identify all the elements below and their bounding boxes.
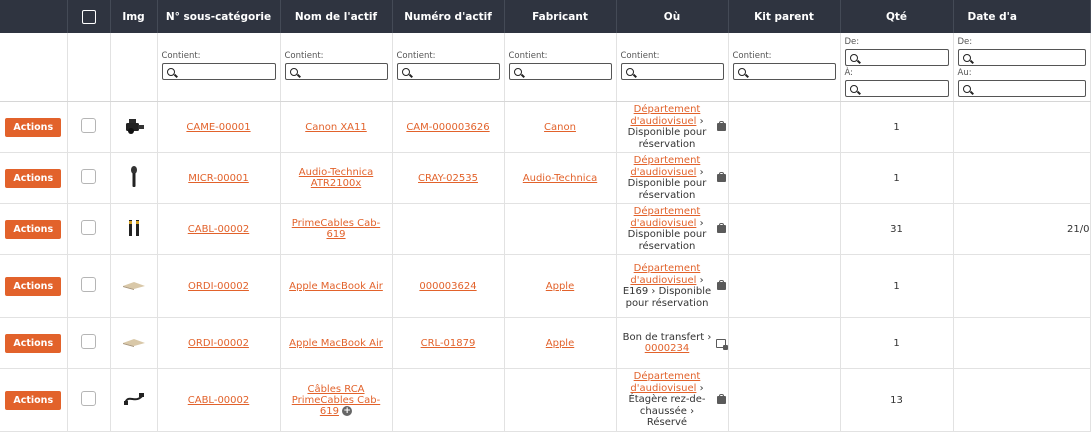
cell-nom xyxy=(280,153,392,204)
cell-select xyxy=(67,318,110,369)
cell-ou xyxy=(616,318,728,369)
cell-date xyxy=(953,318,1090,369)
rca-cable-icon[interactable] xyxy=(123,391,145,410)
cell-actions xyxy=(0,102,67,153)
cell-sous-categorie xyxy=(157,153,280,204)
cell-actions xyxy=(0,369,67,432)
row-checkbox[interactable] xyxy=(81,220,96,235)
filter-cell-ou xyxy=(616,33,728,102)
sous-categorie-link[interactable]: CABL-00002 xyxy=(187,394,250,406)
add-circle-icon[interactable]: + xyxy=(343,405,351,416)
location-icon[interactable] xyxy=(717,282,726,290)
ou-prefix: Bon de transfert xyxy=(622,331,705,343)
search-icon xyxy=(738,68,746,76)
header-date[interactable]: Date d'a xyxy=(953,0,1090,33)
location-sub: E169 xyxy=(622,286,649,297)
table-row xyxy=(0,102,1090,153)
filter-date-from-input[interactable] xyxy=(958,49,1086,66)
transfer-icon[interactable] xyxy=(716,339,726,348)
cell-numero xyxy=(392,102,504,153)
location-sub: Étagère rez-de-chaussée xyxy=(628,394,706,417)
asset-name-link[interactable]: Apple MacBook Air xyxy=(289,337,383,349)
filter-cell-qte xyxy=(840,33,953,102)
cell-nom xyxy=(280,102,392,153)
cable-icon[interactable] xyxy=(127,218,141,241)
search-icon xyxy=(626,68,634,76)
cell-select xyxy=(67,153,110,204)
row-checkbox[interactable] xyxy=(81,118,96,133)
cell-kit-parent xyxy=(728,102,840,153)
cell-img xyxy=(110,204,157,255)
filter-sous-categorie-input[interactable] xyxy=(162,63,276,80)
filter-fabricant-input[interactable] xyxy=(509,63,612,80)
manufacturer-link[interactable]: Audio-Technica xyxy=(522,172,598,184)
location-status: Disponible pour réservation xyxy=(627,229,707,252)
filter-label-a: À: xyxy=(844,68,854,78)
table-row xyxy=(0,153,1090,204)
location-path: Département d'audiovisuel › Disponible pour réservation xyxy=(621,104,724,150)
cell-sous-categorie xyxy=(157,369,280,432)
filter-cell-actions xyxy=(0,33,67,102)
location-link[interactable]: Département d'audiovisuel xyxy=(630,371,701,394)
cell-sous-categorie xyxy=(157,102,280,153)
actions-button[interactable]: Actions xyxy=(5,220,61,239)
cell-date xyxy=(953,369,1090,432)
sous-categorie-link[interactable]: ORDI-00002 xyxy=(188,280,249,292)
actions-button[interactable]: Actions xyxy=(5,334,61,353)
location-icon[interactable] xyxy=(717,174,726,182)
asset-number-link[interactable]: CRL-01879 xyxy=(420,337,476,349)
filter-numero-input[interactable] xyxy=(397,63,500,80)
cell-ou xyxy=(616,102,728,153)
cell-select xyxy=(67,102,110,153)
cell-kit-parent xyxy=(728,255,840,318)
cell-kit-parent xyxy=(728,369,840,432)
search-icon xyxy=(514,68,522,76)
location-link[interactable]: Département d'audiovisuel xyxy=(630,104,701,127)
asset-name-link[interactable]: Câbles RCA PrimeCables Cab-619 xyxy=(291,383,381,417)
cell-fabricant xyxy=(504,255,616,318)
cell-ou xyxy=(616,153,728,204)
cell-img xyxy=(110,153,157,204)
search-icon xyxy=(402,68,410,76)
asset-name-link[interactable]: PrimeCables Cab-619 xyxy=(291,218,381,240)
filter-cell-sous-categorie xyxy=(157,33,280,102)
table-row xyxy=(0,204,1090,255)
filter-date-to-input[interactable] xyxy=(958,80,1086,97)
location-icon[interactable] xyxy=(717,396,726,404)
laptop-icon[interactable] xyxy=(122,280,146,293)
cell-select xyxy=(67,369,110,432)
laptop-icon[interactable] xyxy=(122,337,146,350)
filter-label: Contient: xyxy=(396,51,436,61)
microphone-icon[interactable] xyxy=(129,166,139,191)
location-path: Département d'audiovisuel › Étagère rez-de-chaussée › Réservé xyxy=(621,371,724,429)
cell-qte: 13 xyxy=(840,369,953,432)
filter-cell-numero xyxy=(392,33,504,102)
location-path: Bon de transfert › 0000234 xyxy=(621,332,724,355)
row-checkbox[interactable] xyxy=(81,334,96,349)
cell-sous-categorie xyxy=(157,204,280,255)
cell-qte: 1 xyxy=(840,153,953,204)
actions-button[interactable]: Actions xyxy=(5,118,61,137)
location-icon[interactable] xyxy=(717,225,726,233)
asset-name-link[interactable]: Audio-Technica ATR2100x xyxy=(298,167,374,189)
header-qte[interactable]: Qté xyxy=(840,0,953,33)
filter-cell-select xyxy=(67,33,110,102)
cell-select xyxy=(67,255,110,318)
cell-date xyxy=(953,153,1090,204)
sous-categorie-link[interactable]: MICR-00001 xyxy=(188,172,249,184)
location-status: Disponible pour réservation xyxy=(625,286,712,309)
header-select-all[interactable] xyxy=(67,0,110,33)
camera-icon[interactable] xyxy=(123,117,145,138)
cell-sous-categorie xyxy=(157,318,280,369)
filter-cell-img xyxy=(110,33,157,102)
header-sous-categorie[interactable]: N° sous-catégorie xyxy=(157,0,280,33)
filter-label-au: Au: xyxy=(957,68,972,78)
header-fabricant[interactable]: Fabricant xyxy=(504,0,616,33)
cell-qte: 1 xyxy=(840,102,953,153)
filter-label: Contient: xyxy=(161,51,201,61)
cell-qte: 1 xyxy=(840,318,953,369)
filter-label: Contient: xyxy=(732,51,772,61)
location-status: Disponible pour réservation xyxy=(627,178,707,201)
location-status: Disponible pour réservation xyxy=(627,127,707,150)
filter-cell-nom xyxy=(280,33,392,102)
filter-label-de: De: xyxy=(844,37,860,47)
cell-actions xyxy=(0,204,67,255)
cell-qte: 31 xyxy=(840,204,953,255)
location-link[interactable]: Département d'audiovisuel xyxy=(630,155,701,178)
filter-ou-input[interactable] xyxy=(621,63,724,80)
manufacturer-link[interactable]: Canon xyxy=(544,121,576,133)
filter-label: Contient: xyxy=(508,51,548,61)
header-row xyxy=(0,0,1090,33)
filter-nom-input[interactable] xyxy=(285,63,388,80)
header-nom[interactable]: Nom de l'actif xyxy=(280,0,392,33)
sous-categorie-link[interactable]: CABL-00002 xyxy=(187,223,250,235)
cell-ou xyxy=(616,255,728,318)
cell-img xyxy=(110,102,157,153)
filter-qte-to-input[interactable] xyxy=(845,80,949,97)
cell-fabricant xyxy=(504,102,616,153)
row-checkbox[interactable] xyxy=(81,169,96,184)
row-checkbox[interactable] xyxy=(81,391,96,406)
table-row xyxy=(0,255,1090,318)
asset-number-link[interactable]: CRAY-02535 xyxy=(418,172,478,184)
cell-nom xyxy=(280,369,392,432)
table-row xyxy=(0,318,1090,369)
header-numero[interactable]: Numéro d'actif xyxy=(392,0,504,33)
location-status: Réservé xyxy=(646,417,688,429)
search-icon xyxy=(850,85,858,93)
filter-cell-kit xyxy=(728,33,840,102)
cell-date xyxy=(953,255,1090,318)
asset-number-link[interactable]: CAM-000003626 xyxy=(406,121,490,133)
cell-actions xyxy=(0,255,67,318)
filter-cell-fabricant xyxy=(504,33,616,102)
cell-numero xyxy=(392,153,504,204)
cell-img xyxy=(110,318,157,369)
cell-kit-parent xyxy=(728,318,840,369)
transfer-link[interactable]: 0000234 xyxy=(644,343,690,354)
asset-number-link[interactable]: 000003624 xyxy=(419,280,477,292)
cell-nom xyxy=(280,255,392,318)
location-path: Département d'audiovisuel › Disponible pour réservation xyxy=(621,206,724,252)
cell-date: 21/0 xyxy=(953,204,1090,255)
search-icon xyxy=(963,54,971,62)
filter-row xyxy=(0,33,1090,102)
location-icon[interactable] xyxy=(717,123,726,131)
cell-ou xyxy=(616,369,728,432)
search-icon xyxy=(850,54,858,62)
sous-categorie-link[interactable]: CAME-00001 xyxy=(186,121,251,133)
cell-img xyxy=(110,255,157,318)
filter-cell-date xyxy=(953,33,1090,102)
cell-ou xyxy=(616,204,728,255)
select-all-checkbox[interactable] xyxy=(82,10,96,24)
cell-nom xyxy=(280,318,392,369)
data-rows xyxy=(0,102,1090,432)
location-path: Département d'audiovisuel › E169 › Disponible pour réservation xyxy=(621,263,724,309)
filter-label-de: De: xyxy=(957,37,973,47)
search-icon xyxy=(963,85,971,93)
cell-nom xyxy=(280,204,392,255)
cell-kit-parent xyxy=(728,204,840,255)
sous-categorie-link[interactable]: ORDI-00002 xyxy=(188,337,249,349)
location-link[interactable]: Département d'audiovisuel xyxy=(630,206,701,229)
cell-img xyxy=(110,369,157,432)
cell-fabricant xyxy=(504,318,616,369)
cell-fabricant xyxy=(504,369,616,432)
search-icon xyxy=(167,68,175,76)
filter-label: Contient: xyxy=(284,51,324,61)
manufacturer-link[interactable]: Apple xyxy=(545,337,575,349)
cell-select xyxy=(67,204,110,255)
cell-actions xyxy=(0,153,67,204)
actions-button[interactable]: Actions xyxy=(5,169,61,188)
actions-button[interactable]: Actions xyxy=(5,277,61,296)
filter-kit-input[interactable] xyxy=(733,63,836,80)
filter-qte-from-input[interactable] xyxy=(845,49,949,66)
search-icon xyxy=(290,68,298,76)
cell-qte: 1 xyxy=(840,255,953,318)
location-path: Département d'audiovisuel › Disponible pour réservation xyxy=(621,155,724,201)
manufacturer-link[interactable]: Apple xyxy=(545,280,575,292)
header-img[interactable]: Img xyxy=(110,0,157,33)
cell-fabricant xyxy=(504,153,616,204)
cell-numero xyxy=(392,204,504,255)
row-checkbox[interactable] xyxy=(81,277,96,292)
cell-kit-parent xyxy=(728,153,840,204)
cell-sous-categorie xyxy=(157,255,280,318)
asset-name-link[interactable]: Apple MacBook Air xyxy=(289,280,383,292)
cell-numero xyxy=(392,255,504,318)
filter-label: Contient: xyxy=(620,51,660,61)
actions-button[interactable]: Actions xyxy=(5,391,61,410)
cell-date xyxy=(953,102,1090,153)
header-ou[interactable]: Où xyxy=(616,0,728,33)
location-link[interactable]: Département d'audiovisuel xyxy=(630,263,701,286)
cell-numero xyxy=(392,318,504,369)
cell-numero xyxy=(392,369,504,432)
cell-actions xyxy=(0,318,67,369)
table-row xyxy=(0,369,1090,432)
asset-name-link[interactable]: Canon XA11 xyxy=(305,121,367,133)
header-actions xyxy=(0,0,67,33)
header-kit-parent[interactable]: Kit parent xyxy=(728,0,840,33)
cell-fabricant xyxy=(504,204,616,255)
